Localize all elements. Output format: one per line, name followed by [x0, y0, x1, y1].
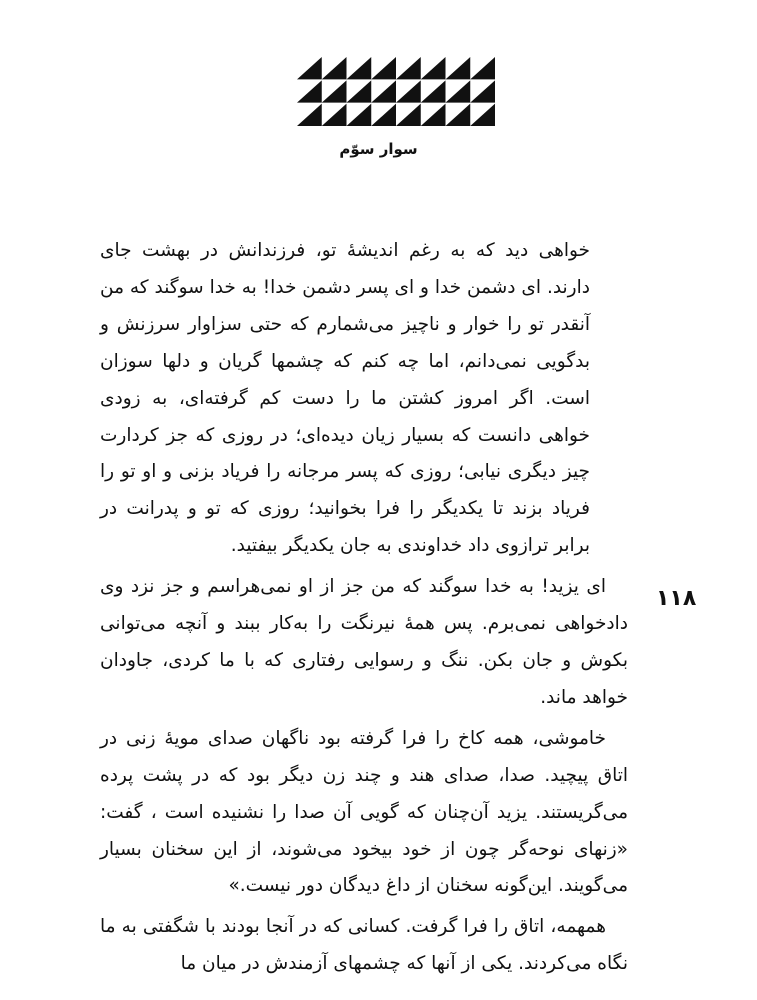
- ornament-triangle: [297, 104, 322, 126]
- triangle-pattern-ornament-icon: [297, 56, 495, 126]
- ornament-triangle: [347, 104, 372, 126]
- ornament-triangle: [396, 80, 421, 102]
- running-header-title: سوار سوّم: [339, 140, 418, 158]
- ornament-triangle: [347, 80, 372, 102]
- ornament-triangle: [297, 57, 322, 79]
- ornament-triangle: [421, 80, 446, 102]
- ornament-triangle: [371, 80, 396, 102]
- ornament-triangle: [396, 57, 421, 79]
- paragraph: خاموشی، همه کاخ را فرا گرفته بود ناگهان صدای مویهٔ زنی در اتاق پیچید. صدا، صدای هند و چند زن دیگر بود که در پشت پرده می‌گریستند. یزید آن‌چنان که گویی آن صدا را نشنیده است ، گفت: «زنهای نوحه‌گر چون از خود بیخود می‌شوند، از این سخنان بسیار می‌گویند. این‌گونه سخنان از داغ دیدگان دور نیست.»: [100, 727, 628, 897]
- ornament-triangle: [446, 80, 471, 102]
- ornament-triangle: [371, 104, 396, 126]
- ornament-triangle: [371, 57, 396, 79]
- ornament-triangle: [322, 80, 347, 102]
- body-text: [100, 233, 628, 983]
- paragraph: ای یزید! به خدا سوگند که من جز از او نمی‌هراسم و جز نزد وی دادخواهی نمی‌برم. پس همهٔ نیرنگت را به‌کار ببند و آنچه می‌توانی بکوش و جان بکن. ننگ و رسوایی رفتاری که با ما کردی، جاودان خواهد ماند.: [100, 576, 628, 708]
- ornament-triangle: [446, 104, 471, 126]
- ornament-triangle: [347, 57, 372, 79]
- ornament-triangle: [446, 57, 471, 79]
- ornament-triangle: [421, 57, 446, 79]
- ornament-triangle: [470, 104, 495, 126]
- paragraph: همهمه، اتاق را فرا گرفت. کسانی که در آنجا بودند با شگفتی به ما نگاه می‌کردند. یکی از آنها که چشمهای آزمندش در میان ما: [100, 916, 628, 975]
- ornament-triangle: [421, 104, 446, 126]
- page-number: ۱۱۸: [656, 586, 697, 611]
- ornament-triangle: [297, 80, 322, 102]
- ornament-triangle: [396, 104, 421, 126]
- ornament-triangle: [322, 104, 347, 126]
- ornament-triangle: [322, 57, 347, 79]
- paragraph: خواهی دید که به رغم اندیشهٔ تو، فرزندانش در بهشت جای دارند. ای دشمن خدا و ای پسر دشمن خدا! به خدا سوگند که من آنقدر تو را خوار و ناچیز می‌شمارم که حتی سزاوار سرزنش و بدگویی نمی‌دانم، اما چه کنم که چشمها گریان و دلها سوزان است. اگر امروز کشتن ما را دست کم گرفته‌ای، به زودی خواهی دانست که بسیار زیان دیده‌ای؛ در روزی که جز کردارت چیز دیگری نیابی؛ روزی که پسر مرجانه را فریاد بزنی و او تو را فریاد بزند تا یکدیگر را فرا بخوانید؛ روزی که تو و پدرانت در برابر ترازوی داد خداوندی به جان یکدیگر بیفتید.: [100, 240, 590, 557]
- ornament-triangle: [470, 80, 495, 102]
- ornament-triangle: [470, 57, 495, 79]
